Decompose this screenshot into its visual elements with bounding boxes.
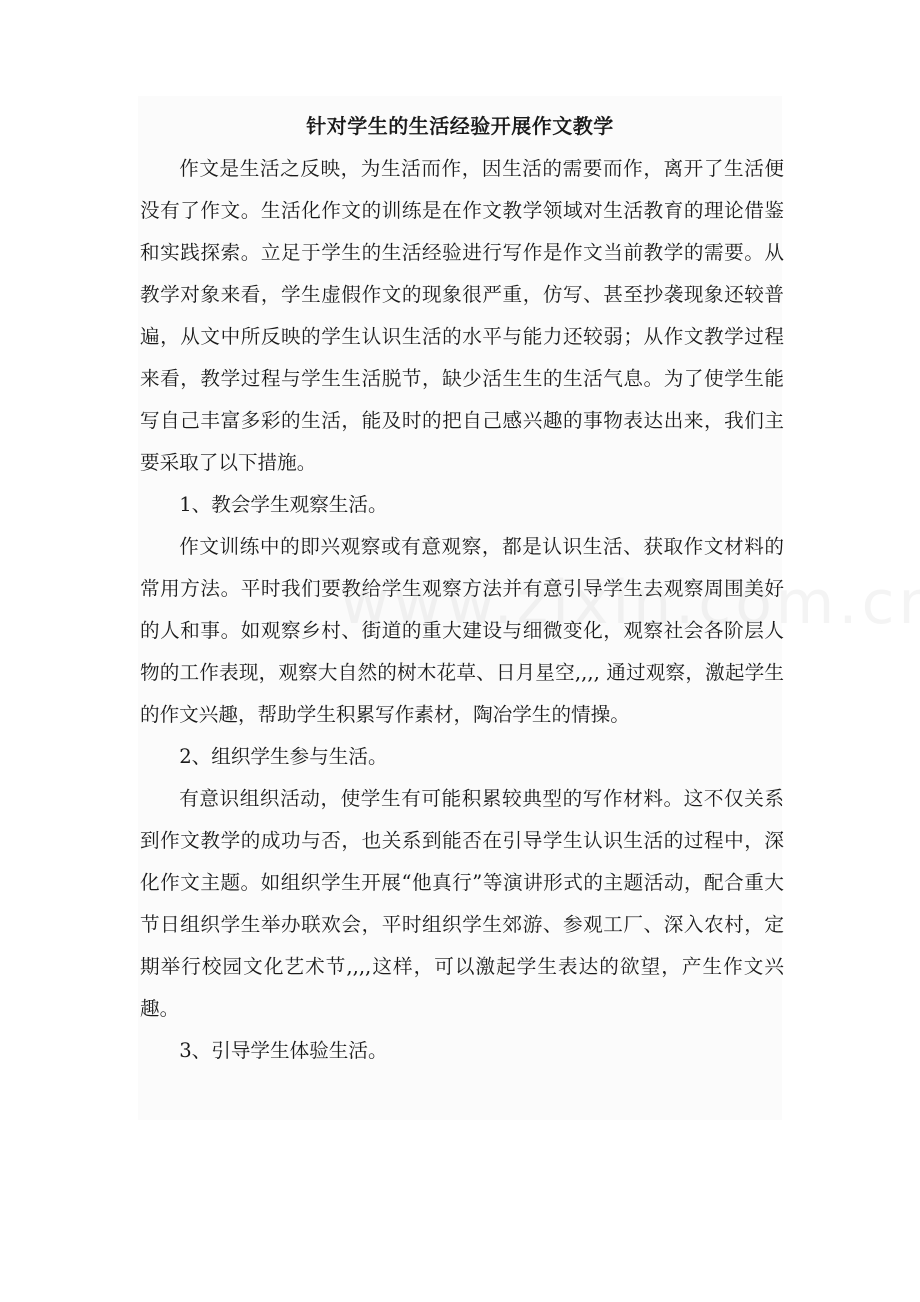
section-heading-observe: 1、教会学生观察生活。 [179, 493, 388, 516]
section-heading-experience: 3、引导学生体验生活。 [179, 1039, 388, 1062]
intro-paragraph: 作文是生活之反映，为生活而作，因生活的需要而作，离开了生活便没有了作文。生活化作文的训练是在作文教学领域对生活教育的理论借鉴和实践探索。立足于学生的生活经验进行写作是作文当前教学的需要。从教学对象来看，学生虚假作文的现象很严重，仿写、甚至抄袭现象还较普遍，从文中所反映的学生认识生活的水平与能力还较弱；从作文教学过程来看，教学过程与学生生活脱节，缺少活生生的生活气息。为了使学生能写自己丰富多彩的生活，能及时的把自己感兴趣的事物表达出来，我们主要采取了以下措施。 [140, 157, 784, 474]
participate-paragraph: 有意识组织活动，使学生有可能积累较典型的写作材料。这不仅关系到作文教学的成功与否，也关系到能否在引导学生认识生活的过程中，深化作文主题。如组织学生开展“他真行”等演讲形式的主题活动，配合重大节日组织学生举办联欢会，平时组织学生郊游、参观工厂、深入农村，定期举行校园文化艺术节,,,,这样，可以激起学生表达的欲望，产生作文兴趣。 [140, 787, 784, 1020]
observe-paragraph: 作文训练中的即兴观察或有意观察，都是认识生活、获取作文材料的常用方法。平时我们要教给学生观察方法并有意引导学生去观察周围美好的人和事。如观察乡村、街道的重大建设与细微变化，观察社会各阶层人物的工作表现，观察大自然的树木花草、日月星空,,,, 通过观察，激起学生的作文兴趣，帮助学生积累写作素材，陶冶学生的情操。 [140, 535, 784, 726]
document-body [140, 148, 784, 1072]
document-title: 针对学生的生活经验开展作文教学 [306, 114, 614, 138]
section-heading-participate: 2、组织学生参与生活。 [179, 745, 388, 768]
